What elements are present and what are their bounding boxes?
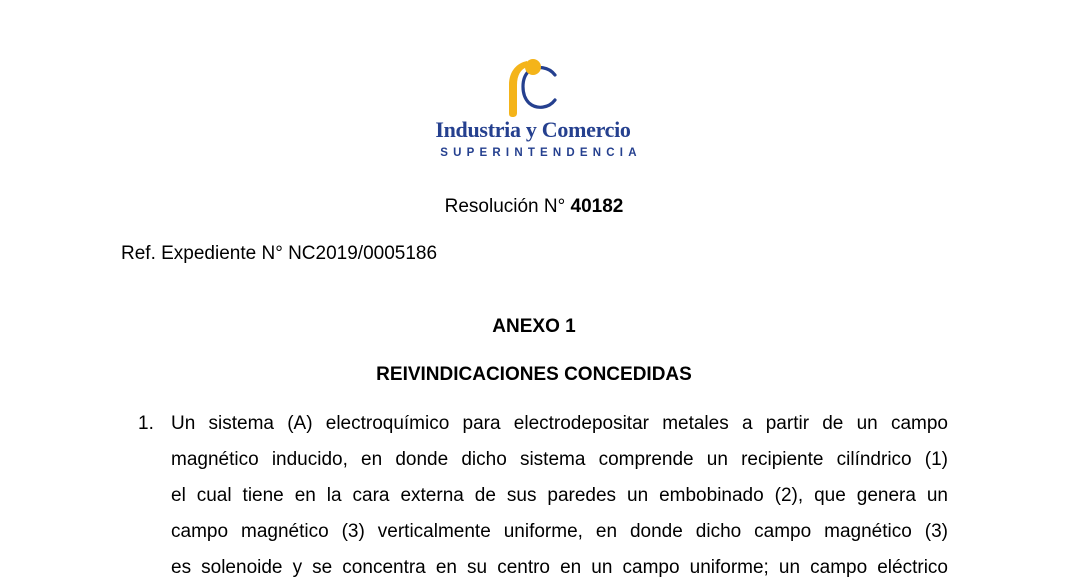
sic-logo <box>400 55 670 165</box>
claim-line: campo magnético (3) verticalmente uniforme, en donde dicho campo magnético (3) <box>171 521 948 542</box>
section-title: REIVINDICACIONES CONCEDIDAS <box>376 364 692 385</box>
resolution-prefix: Resolución N° <box>444 196 566 217</box>
logo-name: Industria y Comercio <box>435 117 631 142</box>
claim-line: Un sistema (A) electroquímico para electrodepositar metales a partir de un campo <box>171 413 948 434</box>
claim-number: 1. <box>138 413 154 434</box>
sic-logo-mark-icon <box>503 55 567 119</box>
claim-line: el cual tiene en la cara externa de sus paredes un embobinado (2), que genera un <box>171 485 948 506</box>
claim-line: magnético inducido, en donde dicho sistema comprende un recipiente cilíndrico (1) <box>171 449 948 470</box>
claim-line: es solenoide y se concentra en su centro en un campo uniforme; un campo eléctrico <box>171 557 948 578</box>
reference-line: Ref. Expediente N° NC2019/0005186 <box>121 243 438 264</box>
resolution-line <box>0 196 1068 218</box>
annex-title: ANEXO 1 <box>492 316 576 337</box>
resolution-number: 40182 <box>570 196 624 217</box>
logo-subtitle: SUPERINTENDENCIA <box>440 147 642 159</box>
